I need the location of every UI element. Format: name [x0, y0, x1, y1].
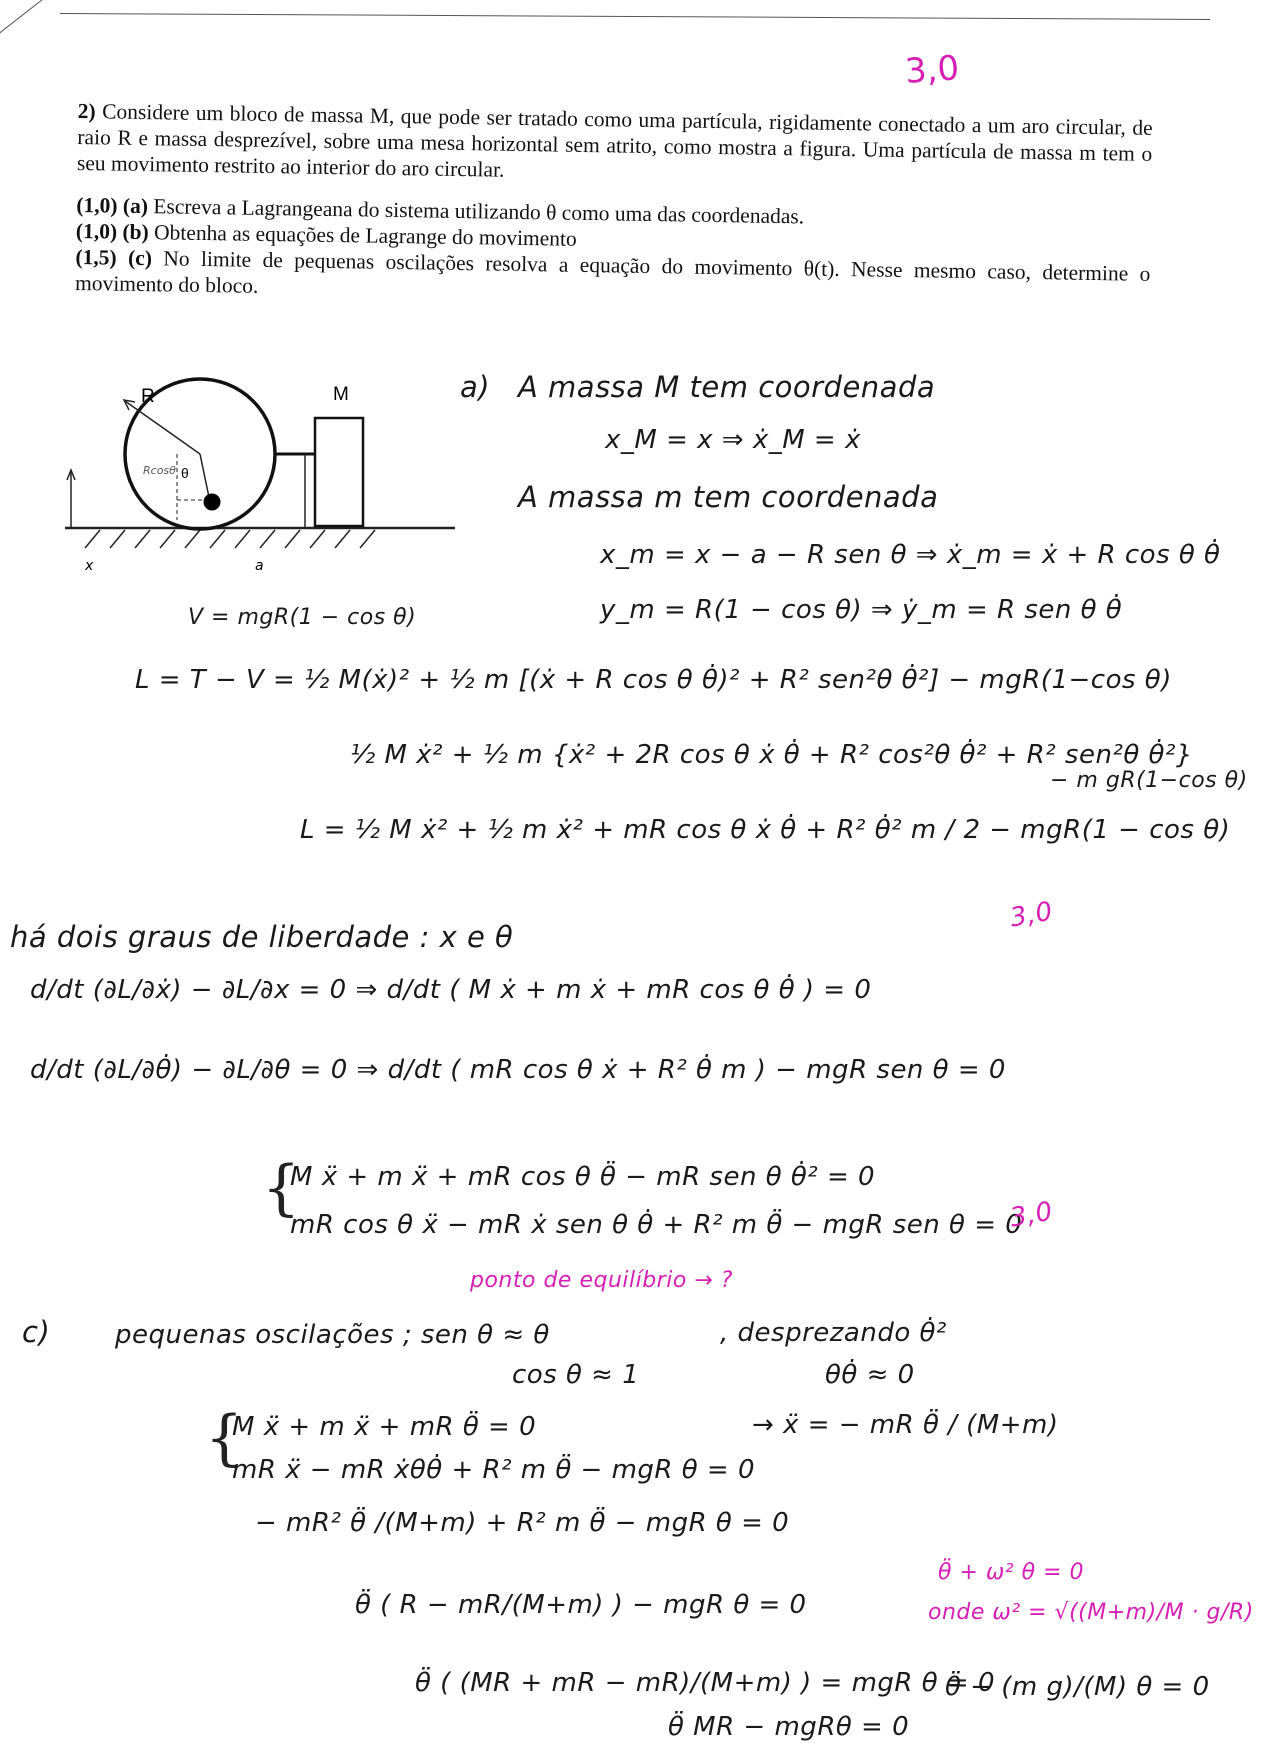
hw-lagrangian-2b: − m gR(1−cos θ) — [1050, 768, 1248, 793]
hw-cos-approx: cos θ ≈ 1 — [512, 1360, 640, 1390]
grade-part-b: 3,0 — [1007, 1196, 1056, 1234]
grade-score: 3,0 — [903, 48, 961, 92]
item-letter: (b) — [122, 219, 149, 245]
page-top-edge — [60, 13, 1210, 20]
hw-lagrange-eq-theta: d/dt (∂L/∂θ̇) − ∂L/∂θ = 0 ⇒ d/dt ( mR cos θ ẋ + R² θ̇ m ) − mgR sen θ = 0 — [30, 1055, 1006, 1085]
label-theta: θ — [181, 465, 189, 481]
hw-degrees-freedom: há dois graus de liberdade : x e θ — [10, 920, 514, 954]
hw-ym: y_m = R(1 − cos θ) ⇒ ẏ_m = R sen θ θ̇ — [600, 595, 1123, 625]
hw-xM: x_M = x ⇒ ẋ_M = ẋ — [605, 425, 861, 455]
hw-xm: x_m = x − a − R sen θ ⇒ ẋ_m = ẋ + R cos θ θ̇ — [600, 540, 1221, 570]
hw-c-sys1: M ẍ + m ẍ + mR θ̈ = 0 — [232, 1412, 537, 1442]
label-R: R — [141, 386, 155, 407]
table-hatching — [85, 530, 375, 548]
item-letter: (c) — [127, 245, 153, 271]
hw-c-line5: θ̈ ( (MR + mR − mR)/(M+m) ) = mgR θ = 0 — [415, 1668, 996, 1698]
hw-lagrangian-3: L = ½ M ẋ² + ½ m ẋ² + mR cos θ ẋ θ̇ + R² θ̇² m / 2 − mgR(1 − cos θ) — [300, 815, 1231, 845]
hw-part-a-line2: A massa m tem coordenada — [518, 480, 939, 514]
label-M: M — [333, 384, 349, 405]
hw-c-sys1-result: → ẍ = − mR θ̈ / (M+m) — [752, 1410, 1059, 1440]
hw-equilibrium-note: ponto de equilíbrio → ? — [470, 1268, 733, 1293]
hw-neglect-2: θθ̇ ≈ 0 — [825, 1360, 915, 1390]
item-text: Obtenha as equações de Lagrange do movimento — [153, 220, 577, 251]
hw-c-sys2: mR ẍ − mR ẋθθ̇ + R² m θ̈ − mgR θ = 0 — [232, 1455, 756, 1485]
item-text: Escreva a Lagrangeana do sistema utilizando θ como uma das coordenadas. — [153, 194, 805, 229]
item-score: (1,5) — [75, 244, 117, 270]
hw-small-osc: pequenas oscilações ; sen θ ≈ θ — [115, 1320, 550, 1350]
hw-c-line3: − mR² θ̈ /(M+m) + R² m θ̈ − mgR θ = 0 — [255, 1508, 790, 1538]
question-intro — [77, 98, 1153, 193]
hw-lagrangian-2: ½ M ẋ² + ½ m {ẋ² + 2R cos θ ẋ θ̇ + R² cos²θ θ̇² + R² sen²θ θ̇²} — [350, 740, 1193, 770]
hw-part-c-label: c) — [22, 1315, 51, 1349]
radius-line — [125, 401, 200, 454]
item-score: (1,0) — [76, 192, 118, 218]
item-text: No limite de pequenas oscilações resolva a equação do movimento θ(t). Nesse mesmo caso, determine o movimento do bloco. — [74, 246, 1151, 298]
hw-potential: V = mgR(1 − cos θ) — [188, 605, 417, 630]
question-statement: Considere um bloco de massa M, que pode ser tratado como uma partícula, rigidamente conectado a um aro circular, de raio R e massa desprezível, sobre uma mesa horizontal sem atrito, como mostra a figura. Uma partícula de massa m tem o seu movimento restrito ao interior do aro circular. — [76, 99, 1153, 182]
hw-system-eq2: mR cos θ ẍ − mR ẋ sen θ θ̇ + R² m θ̈ − mgR sen θ = 0 — [290, 1210, 1023, 1240]
question-text — [75, 98, 1153, 313]
label-a: a — [255, 558, 264, 574]
hw-lagrange-eq-x: d/dt (∂L/∂ẋ) − ∂L/∂x = 0 ⇒ d/dt ( M ẋ + m ẋ + mR cos θ θ̇ ) = 0 — [30, 975, 872, 1005]
hw-system-eq1: M ẍ + m ẍ + mR cos θ θ̈ − mR sen θ θ̇² = 0 — [290, 1162, 876, 1192]
particle-m — [204, 494, 221, 511]
hw-part-a-label: a) — [460, 370, 491, 404]
hw-pink-eq: θ̈ + ω² θ = 0 — [938, 1560, 1084, 1585]
system-brace-b: { — [262, 1153, 301, 1223]
hw-c-line6: θ̈ MR − mgRθ = 0 — [668, 1712, 910, 1742]
grade-part-a: 3,0 — [1007, 896, 1056, 934]
hw-lagrangian-1: L = T − V = ½ M(ẋ)² + ½ m [(ẋ + R cos θ θ̇)² + R² sen²θ θ̇²] − mgR(1−cos θ) — [135, 665, 1172, 695]
hw-final-eq: θ̈ − (m g)/(M) θ = 0 — [945, 1672, 1210, 1702]
question-number: 2) — [77, 98, 96, 124]
label-x: x — [85, 558, 94, 574]
system-brace-c: { — [205, 1403, 244, 1473]
hw-neglect: , desprezando θ̇² — [720, 1318, 947, 1348]
label-rcos: Rcosθ — [143, 464, 176, 477]
item-letter: (a) — [122, 193, 149, 219]
hoop-block-figure — [55, 370, 465, 580]
item-score: (1,0) — [75, 218, 118, 244]
block-M — [315, 418, 363, 526]
hw-pink-omega: onde ω² = √((M+m)/M · g/R) — [928, 1600, 1254, 1625]
hw-c-line4: θ̈ ( R − mR/(M+m) ) − mgR θ = 0 — [355, 1590, 807, 1620]
hw-part-a-line1: A massa M tem coordenada — [518, 370, 936, 404]
page-corner-mark — [0, 0, 77, 41]
